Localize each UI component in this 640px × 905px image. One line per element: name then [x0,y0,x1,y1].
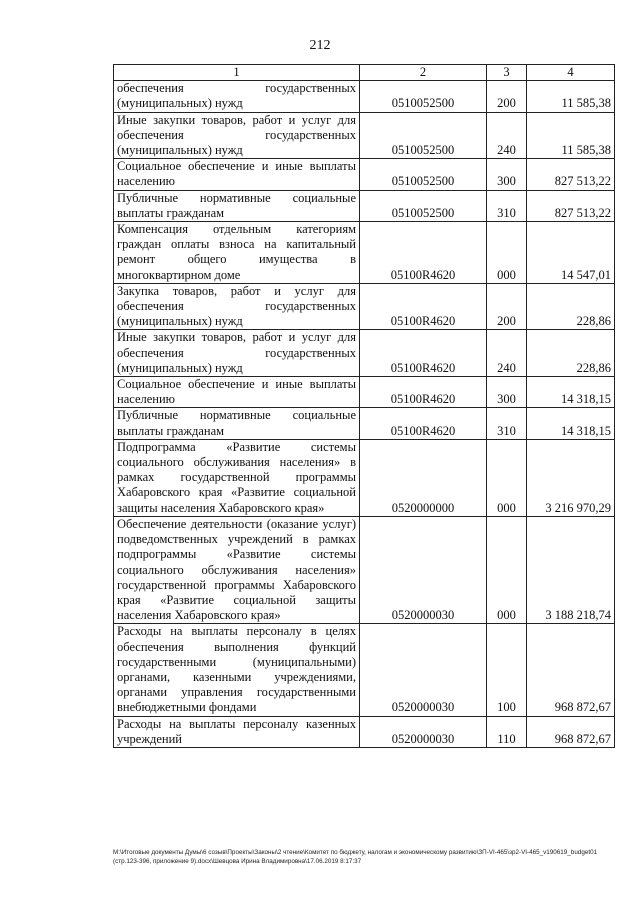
row-type: 200 [487,81,527,112]
row-type: 240 [487,330,527,377]
row-amount: 228,86 [527,283,615,330]
row-code: 0520000030 [360,516,487,623]
table-row [114,716,615,747]
row-description: Расходы на выплаты персоналу в целях обеспечения выполнения функций государственными (муниципальными) органами, казенными учреждениями, органами управления государственными внебюджетными фондами [114,624,360,716]
row-amount: 14 318,15 [527,408,615,439]
row-type: 300 [487,377,527,408]
row-amount: 968 872,67 [527,624,615,716]
row-amount: 3 216 970,29 [527,439,615,516]
row-amount: 228,86 [527,330,615,377]
row-type: 310 [487,408,527,439]
row-type: 100 [487,624,527,716]
table-row [114,330,615,377]
document-path-footer: M:\Итоговые документы Думы\6 созыв\Проекты\Законы\2 чтение\Комитет по бюджету, налогам и экономическому развитию\ЗП-VI-465\зр2-VI-465_v190619_budget01 (стр.123-396, приложение 9).docx\Шевцова Ирина Владимировна\17.06.2019 8:17:37 [113,849,598,865]
row-code: 0510052500 [360,112,487,159]
table-header-row [114,65,615,81]
row-code: 0520000030 [360,716,487,747]
row-type: 110 [487,716,527,747]
row-amount: 827 513,22 [527,190,615,221]
table-row [114,283,615,330]
row-type: 000 [487,516,527,623]
column-header-1: 1 [114,65,360,81]
row-type: 000 [487,439,527,516]
row-code: 05100R4620 [360,283,487,330]
row-type: 000 [487,222,527,284]
table-row [114,624,615,716]
row-description: Обеспечение деятельности (оказание услуг) подведомственных учреждений в рамках подпрограммы «Развитие системы социального обслуживания населения» государственной программы Хабаровского края «Развитие социальной защиты населения Хабаровского края» [114,516,360,623]
column-header-3: 3 [487,65,527,81]
row-code: 0510052500 [360,159,487,190]
row-code: 0520000030 [360,624,487,716]
table-row [114,112,615,159]
row-amount: 3 188 218,74 [527,516,615,623]
row-description: Публичные нормативные социальные выплаты гражданам [114,408,360,439]
column-header-4: 4 [527,65,615,81]
row-amount: 14 318,15 [527,377,615,408]
row-code: 0520000000 [360,439,487,516]
row-code: 05100R4620 [360,222,487,284]
row-description: обеспечения государственных (муниципальных) нужд [114,81,360,112]
table-row [114,377,615,408]
row-code: 05100R4620 [360,408,487,439]
table-row [114,190,615,221]
row-amount: 968 872,67 [527,716,615,747]
row-type: 300 [487,159,527,190]
row-amount: 11 585,38 [527,112,615,159]
row-type: 200 [487,283,527,330]
row-amount: 11 585,38 [527,81,615,112]
table-row [114,516,615,623]
table-row [114,81,615,112]
row-code: 0510052500 [360,190,487,221]
row-code: 05100R4620 [360,330,487,377]
table-row [114,222,615,284]
row-type: 240 [487,112,527,159]
page-number: 212 [309,38,331,53]
column-header-2: 2 [360,65,487,81]
budget-table [113,64,615,748]
row-description: Компенсация отдельным категориям граждан оплаты взноса на капитальный ремонт общего имущества в многоквартирном доме [114,222,360,284]
row-code: 0510052500 [360,81,487,112]
table-row [114,439,615,516]
row-description: Иные закупки товаров, работ и услуг для обеспечения государственных (муниципальных) нужд [114,330,360,377]
row-description: Публичные нормативные социальные выплаты гражданам [114,190,360,221]
row-description: Подпрограмма «Развитие системы социального обслуживания населения» в рамках государственной программы Хабаровского края «Развитие социальной защиты населения Хабаровского края» [114,439,360,516]
table-row [114,408,615,439]
row-description: Закупка товаров, работ и услуг для обеспечения государственных (муниципальных) нужд [114,283,360,330]
row-description: Социальное обеспечение и иные выплаты населению [114,159,360,190]
row-amount: 827 513,22 [527,159,615,190]
row-description: Иные закупки товаров, работ и услуг для обеспечения государственных (муниципальных) нужд [114,112,360,159]
row-description: Расходы на выплаты персоналу казенных учреждений [114,716,360,747]
row-type: 310 [487,190,527,221]
row-amount: 14 547,01 [527,222,615,284]
table-row [114,159,615,190]
row-description: Социальное обеспечение и иные выплаты населению [114,377,360,408]
row-code: 05100R4620 [360,377,487,408]
